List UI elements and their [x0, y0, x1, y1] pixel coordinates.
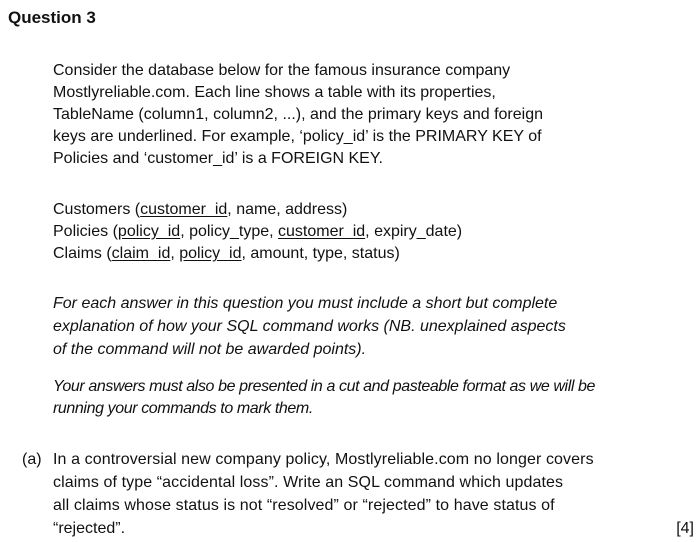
instructions-line: explanation of how your SQL command works (NB. unexplained aspects: [53, 318, 566, 335]
table-name: Customers: [53, 201, 131, 218]
intro-line: Mostlyreliable.com. Each line shows a table with its properties,: [53, 84, 496, 101]
key-policy-id: policy_id: [179, 245, 242, 262]
instructions-line: For each answer in this question you must include a short but complete: [53, 295, 558, 312]
table-name: Claims: [53, 245, 102, 262]
table-name: Policies: [53, 223, 109, 240]
format-note-line: running your commands to mark them.: [53, 400, 313, 417]
database-schema: [53, 199, 693, 265]
key-claim-id: claim_id: [111, 245, 171, 262]
part-a-text: [53, 448, 663, 540]
key-policy-id: policy_id: [117, 223, 181, 240]
schema-customers: Customers (customer_id, name, address): [53, 201, 348, 218]
key-customer-id: customer_id: [140, 201, 228, 218]
part-a-line: In a controversial new company policy, Mostlyreliable.com no longer covers: [53, 451, 594, 468]
intro-line: TableName (column1, column2, ...), and the primary keys and foreign: [53, 106, 544, 123]
marks-badge: [4]: [676, 520, 694, 537]
intro-line: Policies and ‘customer_id’ is a FOREIGN KEY.: [53, 150, 383, 167]
question-title: Question 3: [8, 8, 96, 27]
schema-policies: Policies (policy_id, policy_type, customer_id, expiry_date): [53, 223, 463, 240]
key-customer-id: customer_id: [278, 223, 366, 240]
part-a-line: “rejected”.: [53, 520, 126, 537]
format-note-line: Your answers must also be presented in a cut and pasteable format as we will be: [53, 378, 596, 395]
format-note-paragraph: [53, 376, 699, 420]
schema-claims: Claims (claim_id, policy_id, amount, type, status): [53, 245, 400, 262]
part-label: (a): [22, 451, 42, 468]
intro-line: keys are underlined. For example, ‘policy_id’ is the PRIMARY KEY of: [53, 128, 542, 145]
instructions-paragraph: [53, 292, 693, 361]
intro-line: Consider the database below for the famous insurance company: [53, 62, 511, 79]
intro-paragraph: [53, 60, 693, 170]
instructions-line: of the command will not be awarded points).: [53, 341, 367, 358]
part-a-line: claims of type “accidental loss”. Write an SQL command which updates: [53, 474, 564, 491]
part-a-line: all claims whose status is not “resolved” or “rejected” to have status of: [53, 497, 555, 514]
